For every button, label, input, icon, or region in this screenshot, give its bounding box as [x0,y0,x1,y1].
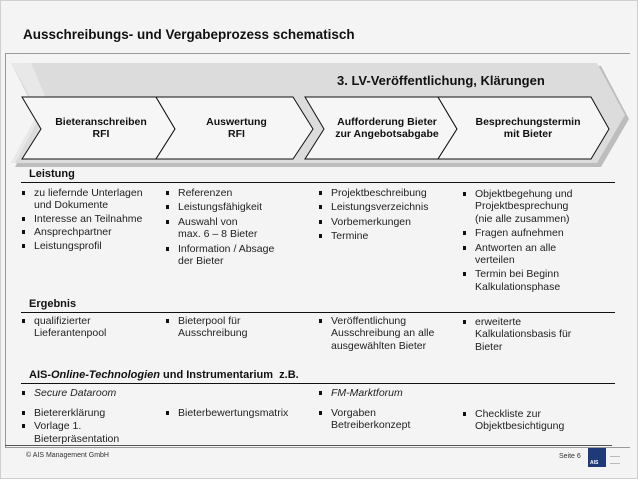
step-4-line2: mit Bieter [503,128,553,140]
logo-text: AIS [590,460,599,466]
divider [21,383,615,384]
list-item: Interesse an Teilnahme [21,213,161,225]
tech-column-2 [165,407,305,421]
list-item: Termine [318,230,458,242]
list-item: Auswahl von max. 6 – 8 Bieter [165,216,260,241]
copyright: © AIS Management GmbH [26,452,109,459]
list-item: Projektbeschreibung [318,187,458,199]
ergebnis-column-4 [462,316,584,355]
step-3-line2: zur Angebotsabgabe [335,128,439,140]
step-1-line2: RFI [92,128,110,140]
tech-italic-item-1 [21,387,161,401]
list-item: Objektbegehung und Projektbesprechung (nie alle zusammen) [462,188,587,225]
list-item: qualifizierter Lieferantenpool [21,315,131,340]
heading-italic: Online-Technologien [51,369,160,381]
step-label-2 [179,116,294,140]
list-item: Secure Dataroom [21,387,161,399]
list-item: Leistungsfähigkeit [165,201,295,213]
list-item: Fragen aufnehmen [462,227,587,239]
divider [21,312,615,313]
list-item: Termin bei Beginn Kalkulationsphase [462,268,567,293]
list-item: Bietererklärung [21,407,143,419]
list-item: FM-Marktforum [318,387,458,399]
list-item: Leistungsverzeichnis [318,201,458,213]
step-2-line1: Auswertung [206,116,267,128]
leistung-column-1 [21,187,161,254]
step-2-line2: RFI [228,128,245,140]
step-label-4 [459,116,597,140]
ergebnis-column-1 [21,315,131,342]
list-item: Ansprechpartner [21,226,161,238]
tech-italic-item-2 [318,387,458,401]
ergebnis-column-2 [165,315,275,342]
list-item: Bieterpool für Ausschreibung [165,315,275,340]
step-1-line1: Bieteranschreiben [55,116,147,128]
ais-logo [588,448,606,467]
step-label-1 [45,116,157,140]
heading-suffix: und Instrumentarium z.B. [159,369,299,381]
list-item: erweiterte Kalkulationsbasis für Bieter [462,316,584,353]
tech-column-3 [318,407,438,434]
footer-divider [5,445,612,446]
leistung-column-3 [318,187,458,245]
step-label-3 [327,116,447,140]
tech-column-1 [21,407,143,447]
list-item: Leistungsprofil [21,240,161,252]
list-item: Vorgaben Betreiberkonzept [318,407,438,432]
section-heading-technologien [29,369,299,381]
page-title: Ausschreibungs- und Vergabeprozess schematisch [23,27,355,42]
divider [21,182,615,183]
logo-lines-icon [610,456,620,464]
list-item: Vorlage 1. Bieterpräsentation [21,420,136,445]
step-3-line1: Aufforderung Bieter [337,116,437,128]
leistung-column-4 [462,188,587,295]
heading-prefix: AIS- [29,369,51,381]
list-item: Referenzen [165,187,295,199]
leistung-column-2 [165,187,295,270]
tech-column-4 [462,408,577,435]
ergebnis-column-3 [318,315,450,354]
list-item: Checkliste zur Objektbesichtigung [462,408,577,433]
list-item: Antworten an alle verteilen [462,242,557,267]
section-heading-ergebnis: Ergebnis [29,298,77,310]
page-number: Seite 6 [559,453,581,460]
list-item: Veröffentlichung Ausschreibung an alle ausgewählten Bieter [318,315,450,352]
list-item: Information / Absage der Bieter [165,243,280,268]
phase-band-label: 3. LV-Veröffentlichung, Klärungen [337,73,545,88]
step-4-line1: Besprechungstermin [475,116,581,128]
section-heading-leistung: Leistung [29,168,75,180]
list-item: zu liefernde Unterlagen und Dokumente [21,187,161,212]
list-item: Vorbemerkungen [318,216,458,228]
list-item: Bieterbewertungsmatrix [165,407,305,419]
